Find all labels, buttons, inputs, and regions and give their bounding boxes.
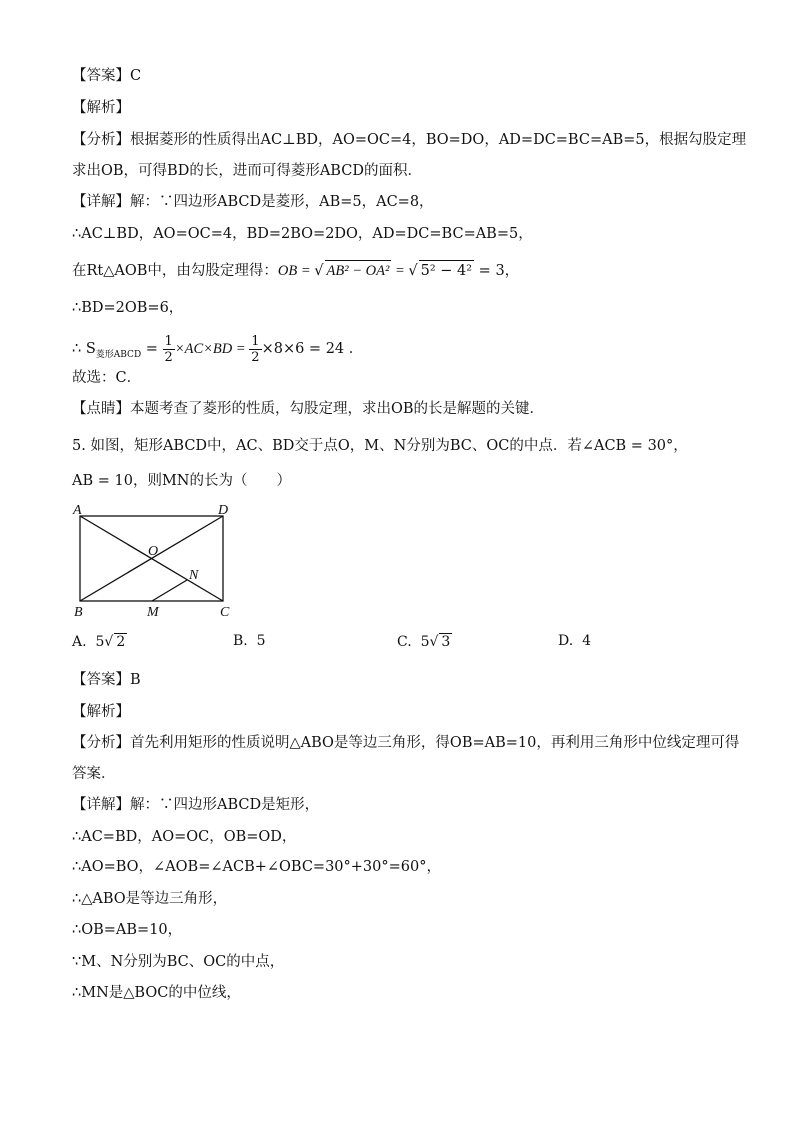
q5-detail-line5: ∴OB=AB=10， bbox=[72, 922, 183, 938]
radicand-2: 5² − 4² bbox=[419, 260, 474, 281]
answer-tag: 【答案】 bbox=[72, 672, 130, 688]
fenxi-tag: 【分析】 bbox=[72, 132, 130, 148]
fraction-half-1 bbox=[163, 334, 175, 365]
answer-value: C bbox=[130, 68, 142, 84]
analysis-tag: 【解析】 bbox=[72, 100, 130, 116]
q5-stem-line2: AB = 10，则MN的长为（ ） bbox=[72, 473, 291, 489]
dianjing-text: 本题考查了菱形的性质，勾股定理，求出OB的长是解题的关键． bbox=[130, 401, 545, 417]
q4-choose: 故选：C． bbox=[72, 370, 142, 386]
option-d[interactable] bbox=[558, 633, 591, 649]
ob-formula-eq: = bbox=[391, 263, 409, 279]
option-c[interactable]: C. 5√ 3 bbox=[397, 634, 451, 650]
option-b[interactable] bbox=[233, 633, 266, 649]
segment-mn bbox=[152, 580, 187, 601]
rectangle-figure bbox=[68, 500, 248, 622]
label-n: N bbox=[189, 568, 199, 583]
area-end: ×8×6 = 24 ． bbox=[261, 341, 364, 357]
area-mid: ×AC×BD = bbox=[174, 341, 250, 357]
option-c-coef: 5 bbox=[420, 634, 430, 650]
q5-fenxi-line1 bbox=[72, 733, 739, 753]
frac-den: 2 bbox=[251, 349, 260, 365]
ob-formula-result: = 3， bbox=[474, 263, 520, 279]
answer-value: B bbox=[130, 672, 141, 688]
option-b-label: B. bbox=[233, 633, 248, 649]
q5-detail-line6: ∵M、N分别为BC、OC的中点， bbox=[72, 954, 285, 970]
option-d-label: D. bbox=[558, 633, 574, 649]
q5-detail-line4: ∴△ABO是等边三角形， bbox=[72, 891, 228, 907]
frac-den: 2 bbox=[164, 349, 173, 365]
answer-tag: 【答案】 bbox=[72, 68, 130, 84]
q5-detail-line7: ∴MN是△BOC的中位线， bbox=[72, 985, 241, 1001]
label-b: B bbox=[74, 605, 83, 620]
fenxi-text: 根据菱形的性质得出AC⊥BD，AO=OC=4，BO=DO，AD=DC=BC=AB=5，根据勾股定理 bbox=[130, 132, 747, 148]
label-o: O bbox=[148, 544, 159, 559]
ob-formula-lhs: OB = bbox=[277, 263, 315, 279]
label-d: D bbox=[218, 503, 229, 518]
q4-detail-line4: ∴BD=2OB=6， bbox=[72, 300, 184, 316]
option-b-value: 5 bbox=[256, 633, 266, 649]
dianjing-tag: 【点睛】 bbox=[72, 401, 130, 417]
option-c-label: C. bbox=[397, 634, 412, 650]
frac-num: 1 bbox=[251, 333, 260, 349]
fenxi-text: 首先利用矩形的性质说明△ABO是等边三角形，得OB=AB=10，再利用三角形中位线定理可得 bbox=[130, 735, 740, 751]
q4-dianjing bbox=[72, 399, 544, 419]
q5-detail-line1 bbox=[72, 795, 319, 815]
detail-tag: 【详解】 bbox=[72, 797, 130, 813]
detail-text: 解：∵四边形ABCD是矩形， bbox=[130, 797, 320, 813]
q4-fenxi-line1 bbox=[72, 130, 746, 150]
q5-stem-line1: 5. 如图，矩形ABCD中，AC、BD交于点O，M、N分别为BC、OC的中点．若∠ACB = 30°， bbox=[72, 438, 688, 454]
radicand-1: AB² − OA² bbox=[325, 260, 392, 281]
area-eq: = bbox=[141, 341, 163, 357]
label-a: A bbox=[73, 503, 82, 518]
detail-tag: 【详解】 bbox=[72, 194, 130, 210]
option-a-label: A. bbox=[72, 634, 87, 650]
q5-detail-line2: ∴AC=BD，AO=OC，OB=OD， bbox=[72, 829, 297, 845]
option-a[interactable]: A. 5√ 2 bbox=[72, 634, 126, 650]
fenxi-tag: 【分析】 bbox=[72, 735, 130, 751]
q4-answer-line bbox=[72, 66, 141, 86]
q4-detail-line3: 在Rt△AOB中，由勾股定理得：OB = √ AB² − OA² = √ 5² − 4² = 3， bbox=[72, 260, 519, 281]
q4-analysis-tag bbox=[72, 98, 130, 118]
option-a-radicand: 2 bbox=[116, 634, 126, 650]
fraction-half-2 bbox=[249, 334, 261, 365]
q5-analysis-tag bbox=[72, 702, 130, 722]
detail-text: 解：∵四边形ABCD是菱形，AB=5，AC=8， bbox=[130, 194, 434, 210]
area-subscript: 菱形ABCD bbox=[95, 349, 142, 360]
q4-fenxi-line2: 求出OB，可得BD的长，进而可得菱形ABCD的面积． bbox=[72, 163, 422, 179]
label-c: C bbox=[220, 605, 230, 620]
q4-detail-line5 bbox=[72, 332, 363, 372]
pythagoras-prefix: 在Rt△AOB中，由勾股定理得： bbox=[72, 263, 278, 279]
q4-detail-line1 bbox=[72, 192, 434, 212]
option-a-coef: 5 bbox=[95, 634, 105, 650]
frac-num: 1 bbox=[164, 333, 173, 349]
q5-detail-line3: ∴AO=BO，∠AOB=∠ACB+∠OBC=30°+30°=60°， bbox=[72, 859, 441, 875]
q4-detail-line2: ∴AC⊥BD，AO=OC=4，BD=2BO=2DO，AD=DC=BC=AB=5， bbox=[72, 226, 533, 242]
q5-answer-line bbox=[72, 670, 141, 690]
label-m: M bbox=[147, 605, 159, 620]
option-d-value: 4 bbox=[582, 633, 592, 649]
option-c-radicand: 3 bbox=[441, 634, 451, 650]
analysis-tag: 【解析】 bbox=[72, 704, 130, 720]
q5-fenxi-line2: 答案． bbox=[72, 766, 116, 782]
area-symbol: ∴ S bbox=[72, 341, 96, 357]
